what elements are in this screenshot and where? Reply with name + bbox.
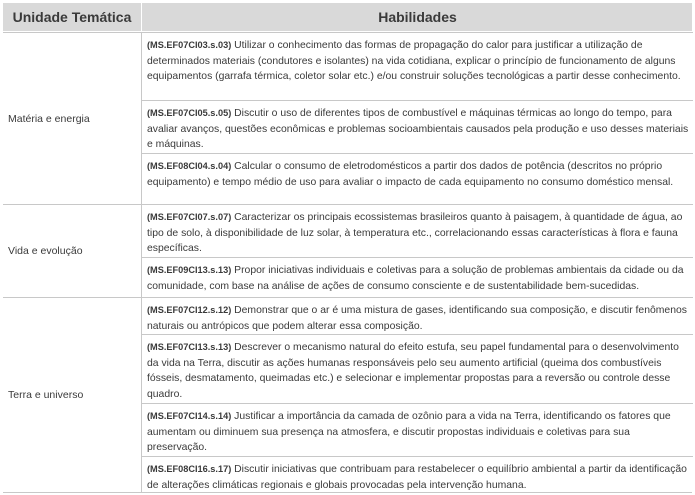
table-header [3, 3, 692, 31]
skill-item [142, 32, 693, 100]
skill-code: (MS.EF07CI12.s.12) [147, 305, 232, 315]
skill-code: (MS.EF07CI07.s.07) [147, 212, 232, 222]
header-theme: Unidade Temática [12, 9, 132, 25]
skill-item [142, 257, 693, 297]
skill-code: (MS.EF07CI14.s.14) [147, 411, 232, 421]
skill-text: Discutir o uso de diferentes tipos de combustível e máquinas térmicas ao longo do tempo, para avaliar avanços, questões econômicas e problemas socioambientais causados pela produção e uso desses materiais e máquinas. [147, 108, 689, 150]
skill-text: Caracterizar os principais ecossistemas brasileiros quanto à paisagem, à quantidade de água, ao tipo de solo, à disponibilidade de luz solar, à temperatura etc., correlacionando essas características à flora e fauna específicas. [147, 212, 683, 254]
skill-text: Discutir iniciativas que contribuam para restabelecer o equilíbrio ambiental a partir da identificação de alterações climáticas regionais e globais provocadas pela intervenção humana. [147, 464, 687, 491]
skill-code: (MS.EF08CI04.s.04) [147, 161, 232, 171]
theme-cell: Terra e universo [3, 297, 141, 492]
skill-item [142, 204, 693, 257]
skill-item [142, 153, 693, 204]
skills-table [3, 3, 692, 493]
skills-column [141, 32, 693, 492]
skill-text: Propor iniciativas individuais e coletivas para a solução de problemas ambientais da cidade ou da comunidade, com base na análise de ações de consumo consciente e de sustentabilidade bem-sucedidas. [147, 265, 684, 292]
skill-text: Descrever o mecanismo natural do efeito estufa, seu papel fundamental para o desenvolvimento da vida na Terra, discutir as ações humanas responsáveis pelo seu aumento artificial (queima dos combustíveis fósseis, desmatamento, queimadas etc.) e selecionar e implementar propostas para a reversão ou controle desse quadro. [147, 342, 679, 400]
skill-text: Justificar a importância da camada de ozônio para a vida na Terra, identificando os fatores que aumentam ou diminuem sua presença na atmosfera, e discutir propostas individuais e coletivas para sua preservação. [147, 411, 671, 453]
skill-item [142, 100, 693, 153]
skill-item [142, 456, 693, 492]
skill-code: (MS.EF07CI05.s.05) [147, 108, 232, 118]
header-skills: Habilidades [141, 3, 693, 31]
skill-item [142, 297, 693, 334]
skill-code: (MS.EF07CI03.s.03) [147, 40, 232, 50]
skill-text: Demonstrar que o ar é uma mistura de gases, identificando sua composição, e discutir fenômenos naturais ou antrópicos que podem alterar essa composição. [147, 305, 687, 332]
skill-text: Calcular o consumo de eletrodomésticos a partir dos dados de potência (descritos no próprio equipamento) e tempo médio de uso para avaliar o impacto de cada equipamento no consumo doméstico mensal. [147, 161, 674, 188]
skill-code: (MS.EF09CI13.s.13) [147, 265, 232, 275]
skill-item [142, 403, 693, 456]
skill-code: (MS.EF07CI13.s.13) [147, 342, 232, 352]
skill-text: Utilizar o conhecimento das formas de propagação do calor para justificar a utilização de determinados materiais (condutores e isolantes) na vida cotidiana, explicar o princípio de funcionamento de alguns equipamentos (garrafa térmica, coletor solar etc.) e/ou construir soluções tecnológicas a partir desse conhecimento. [147, 40, 681, 82]
skill-item [142, 334, 693, 403]
skill-code: (MS.EF08CI16.s.17) [147, 464, 232, 474]
theme-cell: Vida e evolução [3, 204, 141, 297]
theme-cell: Matéria e energia [3, 32, 141, 204]
table-bottom-border [3, 492, 692, 493]
